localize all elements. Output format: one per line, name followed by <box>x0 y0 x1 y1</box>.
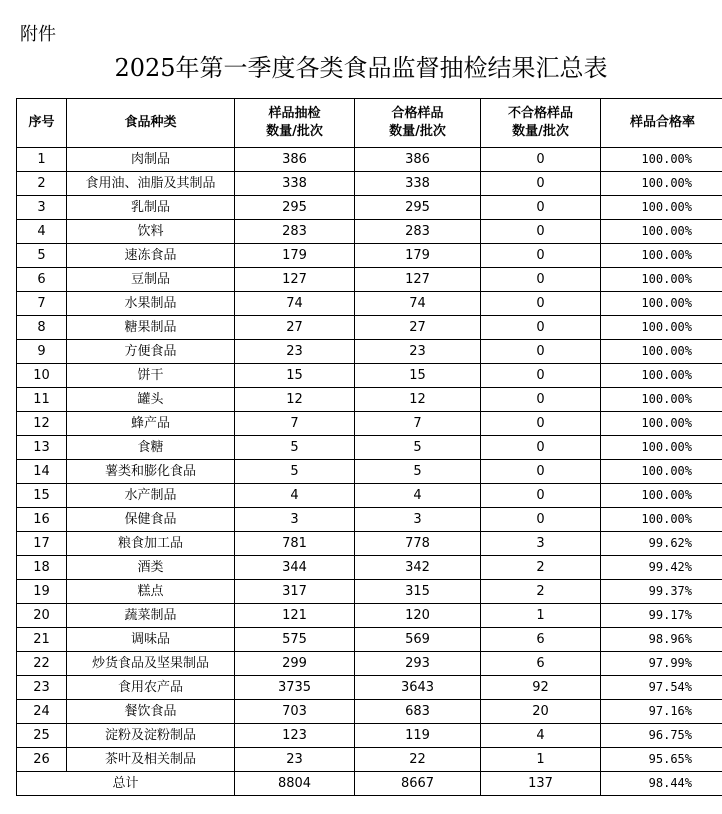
row-category: 乳制品 <box>67 196 235 220</box>
row-category: 水果制品 <box>67 292 235 316</box>
row-index: 16 <box>17 508 67 532</box>
row-qualified: 27 <box>355 316 481 340</box>
table-row <box>17 244 722 268</box>
row-unqualified: 0 <box>481 436 601 460</box>
header-rate: 样品合格率 <box>601 99 722 148</box>
row-unqualified: 1 <box>481 748 601 772</box>
row-sampled: 283 <box>235 220 355 244</box>
row-qualified: 22 <box>355 748 481 772</box>
row-sampled: 703 <box>235 700 355 724</box>
row-rate: 100.00% <box>601 412 722 436</box>
row-index: 8 <box>17 316 67 340</box>
row-sampled: 5 <box>235 460 355 484</box>
row-qualified: 778 <box>355 532 481 556</box>
row-unqualified: 3 <box>481 532 601 556</box>
row-qualified: 283 <box>355 220 481 244</box>
row-rate: 100.00% <box>601 220 722 244</box>
row-unqualified: 0 <box>481 220 601 244</box>
row-index: 24 <box>17 700 67 724</box>
row-qualified: 295 <box>355 196 481 220</box>
row-category: 糖果制品 <box>67 316 235 340</box>
row-index: 11 <box>17 388 67 412</box>
attachment-label: 附件 <box>20 24 56 45</box>
row-category: 糕点 <box>67 580 235 604</box>
row-sampled: 123 <box>235 724 355 748</box>
table-row <box>17 268 722 292</box>
row-category: 淀粉及淀粉制品 <box>67 724 235 748</box>
row-category: 方便食品 <box>67 340 235 364</box>
row-unqualified: 0 <box>481 364 601 388</box>
row-sampled: 179 <box>235 244 355 268</box>
row-index: 3 <box>17 196 67 220</box>
row-sampled: 575 <box>235 628 355 652</box>
total-row <box>17 772 722 796</box>
table-row <box>17 172 722 196</box>
row-index: 10 <box>17 364 67 388</box>
total-sampled: 8804 <box>235 772 355 796</box>
row-qualified: 5 <box>355 436 481 460</box>
row-rate: 100.00% <box>601 316 722 340</box>
table-row <box>17 484 722 508</box>
table-row <box>17 604 722 628</box>
row-index: 6 <box>17 268 67 292</box>
row-sampled: 23 <box>235 748 355 772</box>
row-rate: 99.37% <box>601 580 722 604</box>
row-category: 蜂产品 <box>67 412 235 436</box>
row-index: 15 <box>17 484 67 508</box>
row-index: 17 <box>17 532 67 556</box>
row-rate: 100.00% <box>601 364 722 388</box>
row-qualified: 127 <box>355 268 481 292</box>
row-qualified: 179 <box>355 244 481 268</box>
row-rate: 100.00% <box>601 340 722 364</box>
row-qualified: 120 <box>355 604 481 628</box>
row-sampled: 127 <box>235 268 355 292</box>
row-qualified: 386 <box>355 148 481 172</box>
row-unqualified: 0 <box>481 148 601 172</box>
row-rate: 99.62% <box>601 532 722 556</box>
row-unqualified: 92 <box>481 676 601 700</box>
row-rate: 95.65% <box>601 748 722 772</box>
row-unqualified: 6 <box>481 628 601 652</box>
row-index: 5 <box>17 244 67 268</box>
row-rate: 98.96% <box>601 628 722 652</box>
table-row <box>17 748 722 772</box>
row-index: 26 <box>17 748 67 772</box>
row-category: 酒类 <box>67 556 235 580</box>
table-header-row <box>17 99 722 148</box>
row-qualified: 293 <box>355 652 481 676</box>
row-category: 保健食品 <box>67 508 235 532</box>
row-rate: 100.00% <box>601 196 722 220</box>
row-rate: 100.00% <box>601 508 722 532</box>
table-row <box>17 652 722 676</box>
row-unqualified: 4 <box>481 724 601 748</box>
row-category: 调味品 <box>67 628 235 652</box>
row-sampled: 3 <box>235 508 355 532</box>
row-sampled: 295 <box>235 196 355 220</box>
row-category: 速冻食品 <box>67 244 235 268</box>
row-sampled: 317 <box>235 580 355 604</box>
row-qualified: 4 <box>355 484 481 508</box>
row-index: 21 <box>17 628 67 652</box>
total-qualified: 8667 <box>355 772 481 796</box>
row-index: 4 <box>17 220 67 244</box>
row-unqualified: 1 <box>481 604 601 628</box>
row-rate: 99.17% <box>601 604 722 628</box>
row-unqualified: 6 <box>481 652 601 676</box>
table-row <box>17 580 722 604</box>
table-row <box>17 508 722 532</box>
row-category: 食糖 <box>67 436 235 460</box>
row-index: 7 <box>17 292 67 316</box>
total-unqualified: 137 <box>481 772 601 796</box>
row-sampled: 386 <box>235 148 355 172</box>
row-category: 食用油、油脂及其制品 <box>67 172 235 196</box>
row-sampled: 344 <box>235 556 355 580</box>
row-sampled: 12 <box>235 388 355 412</box>
row-unqualified: 0 <box>481 172 601 196</box>
row-category: 肉制品 <box>67 148 235 172</box>
row-index: 1 <box>17 148 67 172</box>
row-index: 12 <box>17 412 67 436</box>
row-index: 9 <box>17 340 67 364</box>
row-category: 水产制品 <box>67 484 235 508</box>
row-index: 19 <box>17 580 67 604</box>
row-category: 薯类和膨化食品 <box>67 460 235 484</box>
row-sampled: 781 <box>235 532 355 556</box>
row-category: 粮食加工品 <box>67 532 235 556</box>
row-sampled: 338 <box>235 172 355 196</box>
table-row <box>17 676 722 700</box>
header-index: 序号 <box>17 99 67 148</box>
table-row <box>17 292 722 316</box>
row-rate: 100.00% <box>601 292 722 316</box>
row-qualified: 12 <box>355 388 481 412</box>
total-label: 总计 <box>17 772 235 796</box>
row-sampled: 299 <box>235 652 355 676</box>
row-sampled: 15 <box>235 364 355 388</box>
row-qualified: 119 <box>355 724 481 748</box>
row-qualified: 3 <box>355 508 481 532</box>
table-row <box>17 700 722 724</box>
row-sampled: 7 <box>235 412 355 436</box>
header-sampled: 样品抽检 数量/批次 <box>235 99 355 148</box>
row-category: 蔬菜制品 <box>67 604 235 628</box>
row-unqualified: 0 <box>481 292 601 316</box>
row-index: 2 <box>17 172 67 196</box>
row-unqualified: 0 <box>481 340 601 364</box>
row-category: 饼干 <box>67 364 235 388</box>
row-category: 餐饮食品 <box>67 700 235 724</box>
row-unqualified: 2 <box>481 580 601 604</box>
table-row <box>17 220 722 244</box>
row-rate: 100.00% <box>601 436 722 460</box>
inspection-summary-table <box>16 98 722 796</box>
row-sampled: 121 <box>235 604 355 628</box>
table-row <box>17 196 722 220</box>
row-sampled: 3735 <box>235 676 355 700</box>
row-category: 炒货食品及坚果制品 <box>67 652 235 676</box>
row-rate: 100.00% <box>601 148 722 172</box>
row-category: 食用农产品 <box>67 676 235 700</box>
row-index: 18 <box>17 556 67 580</box>
row-sampled: 5 <box>235 436 355 460</box>
row-rate: 97.16% <box>601 700 722 724</box>
row-sampled: 23 <box>235 340 355 364</box>
row-index: 23 <box>17 676 67 700</box>
row-unqualified: 0 <box>481 196 601 220</box>
table-row <box>17 316 722 340</box>
row-unqualified: 0 <box>481 484 601 508</box>
table-row <box>17 436 722 460</box>
row-rate: 99.42% <box>601 556 722 580</box>
row-unqualified: 2 <box>481 556 601 580</box>
row-index: 13 <box>17 436 67 460</box>
header-unqualified: 不合格样品 数量/批次 <box>481 99 601 148</box>
row-rate: 100.00% <box>601 172 722 196</box>
row-sampled: 4 <box>235 484 355 508</box>
row-qualified: 683 <box>355 700 481 724</box>
row-qualified: 338 <box>355 172 481 196</box>
table-row <box>17 340 722 364</box>
table-row <box>17 412 722 436</box>
header-category: 食品种类 <box>67 99 235 148</box>
row-sampled: 27 <box>235 316 355 340</box>
table-row <box>17 388 722 412</box>
row-rate: 100.00% <box>601 484 722 508</box>
row-index: 20 <box>17 604 67 628</box>
row-unqualified: 0 <box>481 460 601 484</box>
row-qualified: 23 <box>355 340 481 364</box>
document-title: 2025年第一季度各类食品监督抽检结果汇总表 <box>114 54 608 82</box>
header-qualified: 合格样品 数量/批次 <box>355 99 481 148</box>
row-qualified: 15 <box>355 364 481 388</box>
row-qualified: 5 <box>355 460 481 484</box>
table-row <box>17 148 722 172</box>
row-qualified: 315 <box>355 580 481 604</box>
table-row <box>17 556 722 580</box>
row-unqualified: 0 <box>481 268 601 292</box>
row-index: 14 <box>17 460 67 484</box>
row-category: 豆制品 <box>67 268 235 292</box>
row-unqualified: 20 <box>481 700 601 724</box>
row-unqualified: 0 <box>481 412 601 436</box>
row-category: 饮料 <box>67 220 235 244</box>
row-index: 22 <box>17 652 67 676</box>
row-rate: 100.00% <box>601 388 722 412</box>
table-row <box>17 364 722 388</box>
row-qualified: 342 <box>355 556 481 580</box>
row-rate: 96.75% <box>601 724 722 748</box>
row-category: 罐头 <box>67 388 235 412</box>
row-qualified: 74 <box>355 292 481 316</box>
row-unqualified: 0 <box>481 244 601 268</box>
row-rate: 97.99% <box>601 652 722 676</box>
table-row <box>17 628 722 652</box>
row-qualified: 7 <box>355 412 481 436</box>
row-rate: 100.00% <box>601 460 722 484</box>
table-row <box>17 460 722 484</box>
row-rate: 97.54% <box>601 676 722 700</box>
table-row <box>17 724 722 748</box>
row-unqualified: 0 <box>481 388 601 412</box>
row-unqualified: 0 <box>481 508 601 532</box>
row-rate: 100.00% <box>601 244 722 268</box>
row-category: 茶叶及相关制品 <box>67 748 235 772</box>
row-qualified: 569 <box>355 628 481 652</box>
total-rate: 98.44% <box>601 772 722 796</box>
row-index: 25 <box>17 724 67 748</box>
row-rate: 100.00% <box>601 268 722 292</box>
row-qualified: 3643 <box>355 676 481 700</box>
row-sampled: 74 <box>235 292 355 316</box>
table-row <box>17 532 722 556</box>
row-unqualified: 0 <box>481 316 601 340</box>
